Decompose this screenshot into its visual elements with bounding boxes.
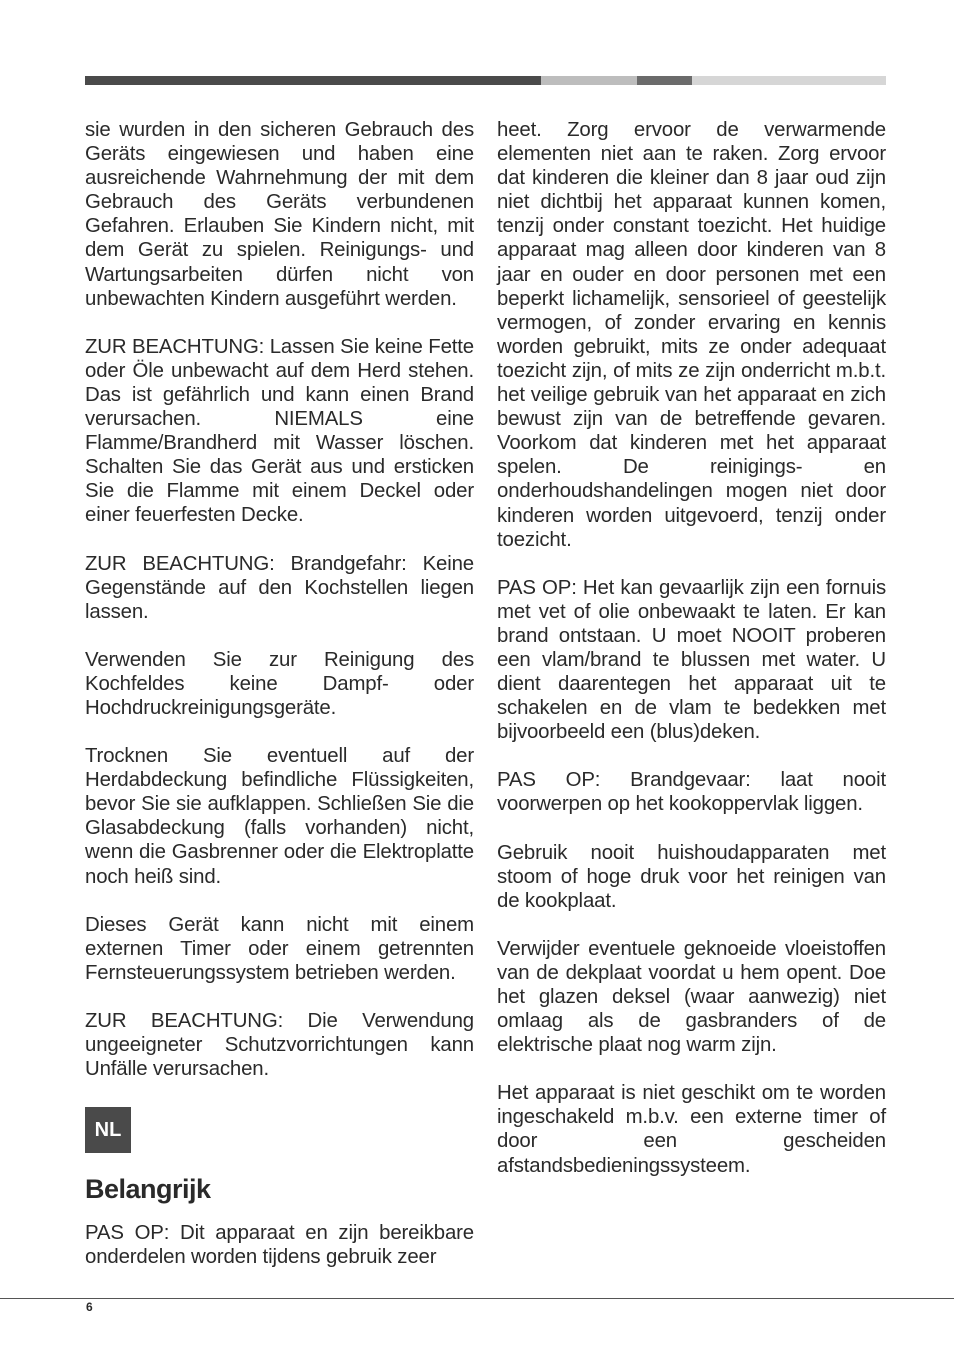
- paragraph: Gebruik nooit huishoudapparaten met stoom of hoge druk voor het reinigen van de kookplaat.: [497, 841, 886, 912]
- right-column: [497, 118, 886, 1202]
- paragraph: PAS OP: Het kan gevaarlijk zijn een fornuis met vet of olie onbewaakt te laten. Er kan brand ontstaan. U moet NOOIT proberen een vlam/brand te blussen met water. U dient daarentegen het apparaat uit te schakelen en de vlam te bedekken met bijvoorbeeld een (blus)deken.: [497, 576, 886, 744]
- paragraph: Trocknen Sie eventuell auf der Herdabdeckung befindliche Flüssigkeiten, bevor Sie sie aufklappen. Schließen Sie die Glasabdeckung (falls vorhanden) nicht, wenn die Gasbrenner oder die Elektroplatte noch heiß sind.: [85, 745, 474, 888]
- paragraph: PAS OP: Dit apparaat en zijn bereikbare onderdelen worden tijdens gebruik zeer: [85, 1222, 474, 1269]
- paragraph: Verwenden Sie zur Reinigung des Kochfeldes keine Dampf- oder Hochdruckreinigungsgeräte.: [85, 648, 474, 719]
- header-bar-segment: [541, 76, 637, 85]
- paragraph: sie wurden in den sicheren Gebrauch des Geräts eingewiesen und haben eine ausreichende Wahrnehmung der mit dem Gebrauch des Geräts verbundenen Gefahren. Erlauben Sie Kindern nicht, mit dem Gerät zu spielen. Reinigungs- und Wartungsarbeiten dürfen nicht von unbewachten Kindern ausgeführt werden.: [85, 119, 474, 310]
- paragraph: heet. Zorg ervoor de verwarmende elementen niet aan te raken. Zorg ervoor dat kinderen die kleiner dan 8 jaar oud zijn niet dichtbij het apparaat kunnen komen, tenzij onder constant toezicht. Het huidige apparaat mag alleen door kinderen van 8 jaar en ouder en door personen met een beperkt lichamelijk, sensorieel of geestelijk vermogen, of zonder ervaring en kennis worden gebruikt, mits ze onder adequaat toezicht zijn, of mits ze zijn onderricht m.b.t. het veilige gebruik van het apparaat en zich bewust zijn van de betreffende gevaren. Voorkom dat kinderen met het apparaat spelen. De reinigings- en onderhoudshandelingen mogen niet door kinderen worden uitgevoerd, tenzij onder toezicht.: [497, 119, 886, 551]
- paragraph: ZUR BEACHTUNG: Lassen Sie keine Fette oder Öle unbewacht auf dem Herd stehen. Das ist gefährlich und kann einen Brand verursachen. NIEMALS eine Flamme/Brandherd mit Wasser löschen. Schalten Sie das Gerät aus und ersticken Sie die Flamme mit einem Deckel oder einer feuerfesten Decke.: [85, 335, 474, 527]
- header-bar-segment: [637, 76, 692, 85]
- paragraph: Verwijder eventuele geknoeide vloeistoffen van de dekplaat voordat u hem opent. Doe het glazen deksel (waar aanwezig) niet omlaag als de gasbranders of de elektrische plaat nog warm zijn.: [497, 937, 886, 1057]
- language-badge: NL: [85, 1107, 131, 1153]
- paragraph: Dieses Gerät kann nicht mit einem externen Timer oder einem getrennten Fernsteuerungssystem betrieben werden.: [85, 913, 474, 984]
- paragraph: Het apparaat is niet geschikt om te worden ingeschakeld m.b.v. een externe timer of door een gescheiden afstandsbedieningssysteem.: [497, 1082, 886, 1177]
- header-bar: [85, 76, 886, 85]
- left-column: [85, 118, 474, 1293]
- header-bar-segment: [85, 76, 541, 85]
- section-heading: Belangrijk: [85, 1174, 211, 1205]
- footer-rule: [0, 1298, 954, 1299]
- paragraph: ZUR BEACHTUNG: Brandgefahr: Keine Gegenstände auf den Kochstellen liegen lassen.: [85, 552, 474, 623]
- page-number: 6: [86, 1300, 93, 1314]
- header-bar-segment: [692, 76, 886, 85]
- paragraph: PAS OP: Brandgevaar: laat nooit voorwerpen op het kookoppervlak liggen.: [497, 769, 886, 816]
- paragraph: ZUR BEACHTUNG: Die Verwendung ungeeigneter Schutzvorrichtungen kann Unfälle verursachen.: [85, 1009, 474, 1081]
